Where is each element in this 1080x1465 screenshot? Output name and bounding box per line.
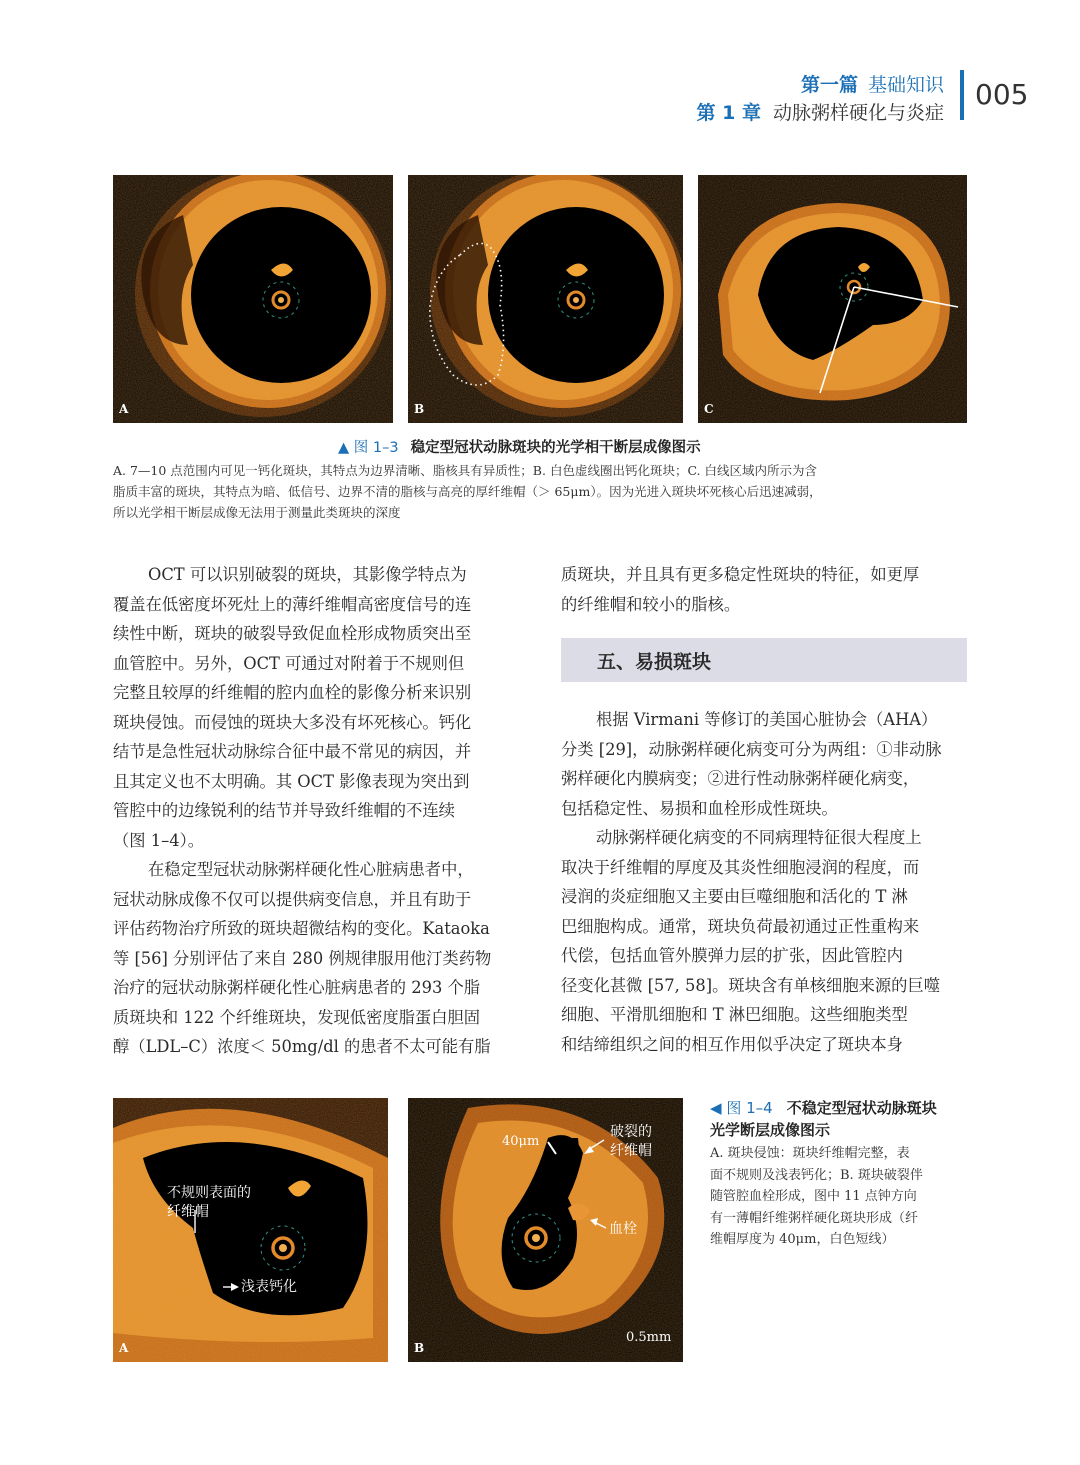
caption-number: 图 1–4 (726, 1099, 773, 1117)
annotation-irregular-cap (167, 1184, 251, 1222)
caption-title: 稳定型冠状动脉斑块的光学相干断层成像图示 (410, 440, 701, 456)
annotation-thrombus: 血栓 (609, 1221, 637, 1237)
caption-line: 有一薄帽纤维粥样硬化斑块形成（纤 (710, 1210, 919, 1226)
text-line: 巴细胞构成。通常，斑块负荷最初通过正性重构来 (561, 916, 920, 936)
caption-marker: ▲ (338, 440, 350, 456)
annotation-line: 破裂的 (610, 1124, 652, 1140)
part-keyword: 第一篇 (800, 74, 858, 96)
figure-1-3-panel-c (698, 175, 967, 423)
text-line: 管腔中的边缘锐利的结节并导致纤维帽的不连续 (113, 801, 455, 820)
text-line: 质斑块，并且具有更多稳定性斑块的特征，如更厚 (561, 565, 920, 584)
annotation-line: 纤维帽 (610, 1143, 652, 1159)
annotation-line: 纤维帽 (167, 1204, 209, 1220)
header-chapter (697, 98, 944, 125)
text-line: 续性中断，斑块的破裂导致促血栓形成物质突出至 (113, 624, 472, 643)
caption-title-line: 光学断层成像图示 (710, 1121, 831, 1139)
figure-1-3-panel-a (113, 175, 393, 423)
text-line: 和结缔组织之间的相互作用似乎决定了斑块本身 (561, 1034, 903, 1054)
annotation-cap-thickness: 40μm (502, 1134, 540, 1149)
caption-number: 图 1–3 (353, 440, 399, 456)
page-number: 005 (975, 78, 1029, 111)
header-divider (960, 70, 964, 120)
chapter-title: 动脉粥样硬化与炎症 (772, 102, 944, 124)
figure-1-3-panel-b (408, 175, 683, 423)
oct-image-b (408, 175, 683, 423)
text-line: 治疗的冠状动脉粥样硬化性心脏病患者的 293 个脂 (113, 978, 481, 997)
annotation-ruptured-cap (610, 1123, 652, 1161)
text-line: 代偿，包括血管外膜弹力层的扩张，因此管腔内 (561, 946, 903, 965)
text-line: 的纤维帽和较小的脂核。 (561, 594, 741, 614)
text-line: 细胞、平滑肌细胞和 T 淋巴细胞。这些细胞类型 (561, 1005, 908, 1024)
caption-title-line: 不稳定型冠状动脉斑块 (786, 1099, 937, 1117)
panel-label-a: A (119, 1341, 129, 1355)
figure-1-4-panel-a (113, 1098, 388, 1362)
text-line: 血管腔中。另外，OCT 可通过对附着于不规则但 (113, 653, 465, 673)
text-line: 粥样硬化内膜病变；②进行性动脉粥样硬化病变， (561, 769, 920, 788)
caption-line: A. 7—10 点范围内可见一钙化斑块，其特点为边界清晰、脂核具有异质性；B. 白色虚线圈出钙化斑块；C. 白线区域内所示为含 (113, 463, 818, 478)
caption-line: 随管腔血栓形成，图中 11 点钟方向 (710, 1189, 917, 1204)
caption-line: 脂质丰富的斑块，其特点为暗、低信号、边界不清的脂核与高亮的厚纤维帽（＞ 65μm）。因为光进入斑块坏死核心后迅速减弱， (113, 484, 822, 499)
scale-label: 0.5mm (626, 1330, 672, 1345)
text-line: 且其定义也不太明确。其 OCT 影像表现为突出到 (113, 771, 470, 791)
text-line: 评估药物治疗所致的斑块超微结构的变化。Kataoka (113, 919, 490, 938)
figure-1-4-caption-body (710, 1143, 923, 1251)
text-line: 根据 Virmani 等修订的美国心脏协会（AHA） (596, 710, 938, 729)
caption-line: 所以光学相干断层成像无法用于测量此类斑块的深度 (113, 505, 401, 520)
right-column-top (561, 560, 919, 619)
text-line: 径变化甚微 [57, 58]。斑块含有单核细胞来源的巨噬 (561, 975, 941, 995)
left-column (113, 560, 491, 1062)
text-line: （图 1–4）。 (113, 830, 205, 850)
oct-image-c (698, 175, 967, 423)
text-line: 浸润的炎症细胞又主要由巨噬细胞和活化的 T 淋 (561, 887, 908, 906)
text-line: 完整且较厚的纤维帽的腔内血栓的影像分析来识别 (113, 683, 472, 702)
text-line: 动脉粥样硬化病变的不同病理特征很大程度上 (596, 828, 922, 847)
panel-label-a: A (119, 402, 129, 416)
figure-1-3-caption-title (338, 436, 701, 457)
text-line: 分类 [29]，动脉粥样硬化病变可分为两组：①非动脉 (561, 739, 942, 759)
panel-label-b: B (414, 402, 425, 416)
text-line: 取决于纤维帽的厚度及其炎性细胞浸润的程度，而 (561, 857, 920, 877)
panel-label-b: B (414, 1341, 425, 1355)
figure-1-4-caption-title (710, 1097, 937, 1141)
caption-line: 维帽厚度为 40μm，白色短线） (710, 1232, 895, 1247)
caption-line: A. 斑块侵蚀：斑块纤维帽完整，表 (710, 1146, 910, 1161)
caption-marker: ◀ (710, 1099, 722, 1117)
annotation-superficial-calcification: 浅表钙化 (241, 1279, 297, 1295)
chapter-keyword: 第 1 章 (696, 102, 761, 124)
text-line: 在稳定型冠状动脉粥样硬化性心脏病患者中， (148, 860, 474, 879)
text-line: 包括稳定性、易损和血栓形成性斑块。 (561, 798, 838, 818)
text-line: 覆盖在低密度坏死灶上的薄纤维帽高密度信号的连 (113, 594, 472, 614)
text-line: 结节是急性冠状动脉综合征中最不常见的病因，并 (113, 742, 472, 761)
caption-line: 面不规则及浅表钙化；B. 斑块破裂伴 (710, 1167, 923, 1183)
right-column-bottom (561, 705, 942, 1059)
panel-label-c: C (704, 402, 714, 416)
figure-1-4-panel-b (408, 1098, 683, 1362)
text-line: OCT 可以识别破裂的斑块，其影像学特点为 (148, 565, 467, 584)
text-line: 等 [56] 分别评估了来自 280 例规律服用他汀类药物 (113, 948, 492, 968)
oct-image-1-4-a (113, 1098, 388, 1362)
text-line: 斑块侵蚀。而侵蚀的斑块大多没有坏死核心。钙化 (113, 712, 472, 732)
part-title: 基础知识 (867, 74, 944, 96)
annotation-line: 不规则表面的 (167, 1185, 251, 1201)
header-part (801, 70, 944, 97)
text-line: 醇（LDL–C）浓度＜ 50mg/dl 的患者不太可能有脂 (113, 1037, 491, 1056)
text-line: 质斑块和 122 个纤维斑块，发现低密度脂蛋白胆固 (113, 1007, 481, 1027)
section-heading: 五、易损斑块 (597, 651, 712, 673)
oct-image-a (113, 175, 393, 423)
text-line: 冠状动脉成像不仅可以提供病变信息，并且有助于 (113, 889, 472, 909)
figure-1-3-caption-body (113, 460, 822, 523)
